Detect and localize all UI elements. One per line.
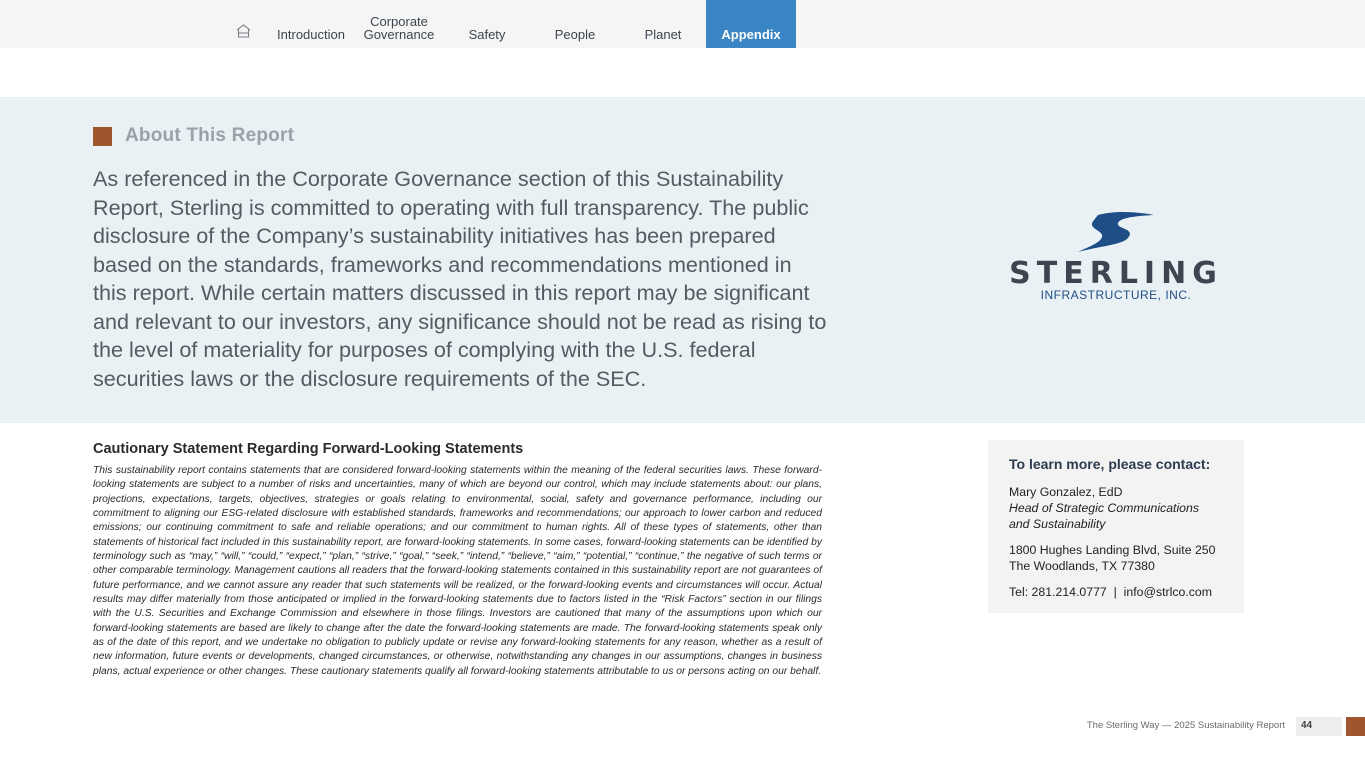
contact-address-line1: 1800 Hughes Landing Blvd, Suite 250 <box>1009 543 1216 557</box>
logo-subtitle: INFRASTRUCTURE, INC. <box>1040 288 1192 302</box>
caution-body: This sustainability report contains statements that are considered forward-looking statements within the meaning of the federal securities laws. These forward-looking statements are subject to a number of risks and uncertainties, many of which are beyond our control, which may include statements about: our plans, projections, expectations, targets, objectives, strategies or goals relating to environmental, social, safety and governance performance, including our commitment to aligning our ESG-related disclosure with established standards, frameworks and recommendations; our approach to lower carbon and reduced emissions; our continuing commitment to safe and reliable operations; and our commitment to human rights. All of these types of statements, other than statements of historical fact included in this sustainability report, are forward-looking statements. In some cases, forward-looking statements can be identified by terminology such as “may,” “will,” “could,” “expect,” “plan,” “strive,” “goal,” “seek,” “intend,” “believe,” “aim,” “potential,” “continue,” the negative of such terms or other comparable terminology. Management cautions all readers that the forward-looking statements contained in this sustainability report are not guarantees of future performance, and we cannot assure any reader that such statements will be realized, or the forward-looking events and circumstances will occur. Actual results may differ materially from those anticipated or implied in the forward-looking statements due to factors listed in the “Risk Factors” section in our filings with the U.S. Securities and Exchange Commission and elsewhere in those filings. Investors are cautioned that many of the assumptions upon which our forward-looking statements are based are likely to change after the date the forward-looking statements are made. The forward-looking statements speak only as of the date of this report, and we undertake no obligation to publicly update or revise any forward-looking statements for any reason, whether as a result of new information, future events or developments, changed circumstances, or otherwise, notwithstanding any changes in our assumptions, changes in business plans, actual experience or other changes. These cautionary statements qualify all forward-looking statements attributable to us or persons acting on our behalf. <box>93 465 822 677</box>
top-nav <box>0 0 1365 48</box>
contact-address-line2: The Woodlands, TX 77380 <box>1009 559 1155 573</box>
sterling-logo <box>996 210 1236 305</box>
contact-title: To learn more, please contact: <box>1009 456 1211 472</box>
contact-tel-email[interactable]: Tel: 281.214.0777 | info@strlco.com <box>1009 585 1212 599</box>
about-body: As referenced in the Corporate Governance section of this Sustainability Report, Sterling is committed to operating with full transparency. The public disclosure of the Company’s sustainability initiatives has been prepared based on the standards, frameworks and recommendations mentioned in this report. While certain matters discussed in this report may be significant and relevant to our investors, any significance should not be read as rising to the level of materiality for purposes of complying with the U.S. federal securities laws or the disclosure requirements of the SEC. <box>93 166 827 391</box>
nav-tab-people[interactable]: People <box>554 27 596 42</box>
contact-name: Mary Gonzalez, EdD <box>1009 485 1123 499</box>
page-marker-icon <box>1346 717 1365 736</box>
home-icon[interactable] <box>236 24 251 38</box>
nav-tab-safety[interactable]: Safety <box>468 27 506 42</box>
caution-title: Cautionary Statement Regarding Forward-Looking Statements <box>93 441 524 457</box>
logo-wordmark: STERLING <box>1009 256 1223 291</box>
about-title: About This Report <box>125 125 295 146</box>
section-marker-icon <box>93 127 112 146</box>
sterling-swoosh-icon <box>1076 210 1156 254</box>
nav-tab-corporate-governance[interactable]: Corporate Governance <box>363 14 435 42</box>
nav-tab-planet[interactable]: Planet <box>644 27 682 42</box>
nav-tab-introduction[interactable]: Introduction <box>277 27 345 42</box>
nav-tab-appendix[interactable]: Appendix <box>706 0 796 48</box>
page-number: 44 <box>1296 717 1342 736</box>
contact-role-line1: Head of Strategic Communications <box>1009 501 1200 515</box>
about-heading <box>93 125 294 147</box>
contact-box <box>988 440 1244 613</box>
contact-role-line2: and Sustainability <box>1009 517 1106 531</box>
footer-report-title: The Sterling Way — 2025 Sustainability Report <box>1086 720 1285 731</box>
